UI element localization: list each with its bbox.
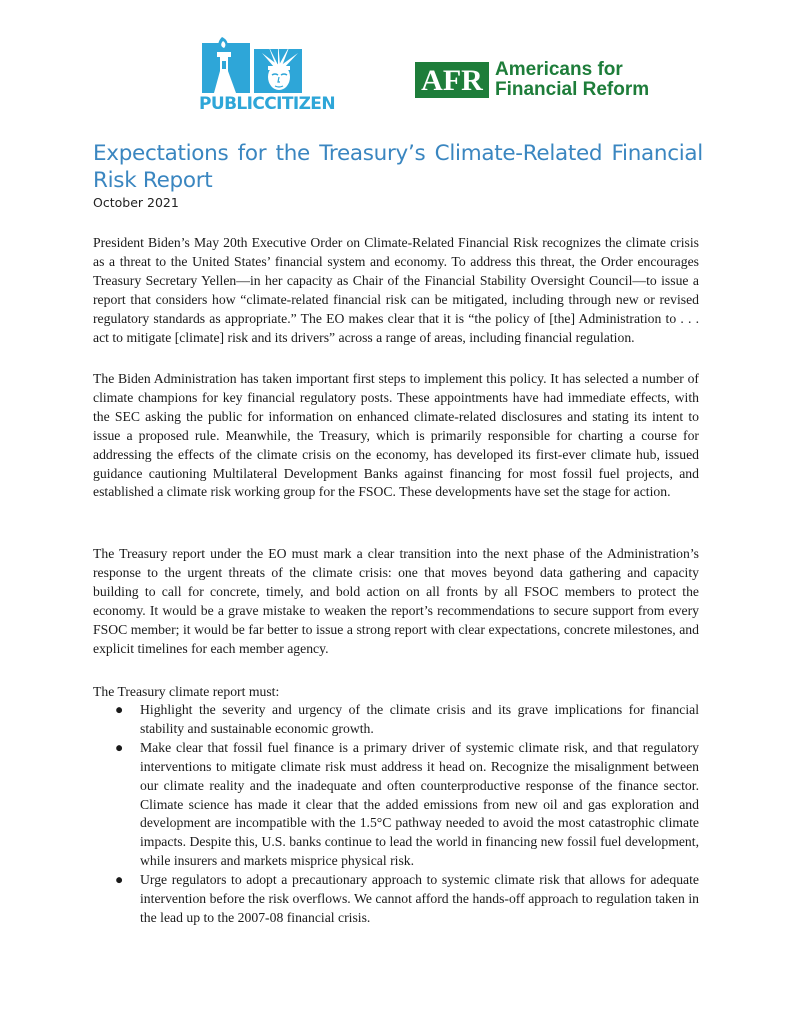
paragraph-first-steps: The Biden Administration has taken important first steps to implement this policy. It has selected a number of climate champions for key financial regulatory posts. These appointments have had immediate effects, with the SEC asking the public for information on enhanced climate-related disclosures and stating its intent to issue a proposed rule. Meanwhile, the Treasury, which is primarily responsible for charting a course for addressing the effects of the climate crisis on the economy, has developed its first-ever climate hub, issued guidance cautioning Multilateral Development Banks against financing for most fossil fuel projects, and established a climate risk working group for the FSOC. These developments have set the stage for action. xyxy=(93,371,699,500)
list-item-text: Highlight the severity and urgency of the climate crisis and its grave implications for financial stability and sustainable economic growth. xyxy=(140,702,699,736)
list-item xyxy=(93,739,699,871)
list-item-text: Make clear that fossil fuel finance is a primary driver of systemic climate risk, and that regulatory interventions to mitigate climate risk must address it head on. Recognize the misalignment between our climate reality and the inadequate and often counterproductive response of the finance sector. Climate science has made it clear that the added emissions from new oil and gas exploration and development are incompatible with the 1.5°C pathway needed to avoid the most catastrophic climate impacts. Despite this, U.S. banks continue to lead the world in financing new fossil fuel development, while insurers and markets misprice physical risk. xyxy=(140,739,699,869)
paragraph-transition: The Treasury report under the EO must mark a clear transition into the next phase of the Administration’s response to the urgent threats of the climate crisis: one that moves beyond data gathering and capacity building to call for concrete, timely, and bold action on all fronts by all FSOC members to protect the economy. It would be a grave mistake to weaken the report’s recommendations to secure support from every FSOC member; it would be far better to issue a strong report with clear expectations, concrete milestones, and explicit timelines for each member agency. xyxy=(93,546,699,656)
requirements-list xyxy=(93,701,699,928)
document-title: Expectations for the Treasury’s Climate-Related Financial Risk Report xyxy=(93,141,703,193)
bullet-icon: ● xyxy=(115,872,124,888)
list-item xyxy=(93,871,699,928)
bullet-icon: ● xyxy=(115,739,124,755)
public-citizen-logo xyxy=(199,35,335,121)
bullet-icon: ● xyxy=(115,702,124,717)
list-item-text: Urge regulators to adopt a precautionary approach to systemic climate risk that allows for adequate intervention before the risk overflows. We cannot afford the hands-off approach to regulation taken in the lead up to the 2007-08 financial crisis. xyxy=(140,872,699,925)
afr-name-line-2: Financial Reform xyxy=(495,79,650,100)
paragraph-list-intro: The Treasury climate report must: xyxy=(93,684,280,699)
afr-name-line-1: Americans for xyxy=(495,59,623,80)
afr-organization-name xyxy=(495,60,670,100)
document-date: October 2021 xyxy=(93,195,179,210)
afr-badge xyxy=(415,62,489,98)
statue-of-liberty-icon xyxy=(202,35,302,93)
paragraph-executive-order: President Biden’s May 20th Executive Order on Climate-Related Financial Risk recognizes the climate crisis as a threat to the United States’ financial system and economy. To address this threat, the Order encourages Treasury Secretary Yellen—in her capacity as Chair of the Financial Stability Oversight Council—to issue a report that considers how “climate-related financial risk can be mitigated, including through new or revised regulatory standards as appropriate.” The EO makes clear that it is “the policy of [the] Administration to . . . act to mitigate [climate] risk and its drivers” across a range of areas, including financial regulation. xyxy=(93,235,699,345)
list-item xyxy=(93,701,699,739)
public-citizen-wordmark: PUBLICCITIZEN xyxy=(199,94,335,114)
afr-abbreviation: AFR xyxy=(421,64,483,97)
afr-logo xyxy=(415,60,665,102)
